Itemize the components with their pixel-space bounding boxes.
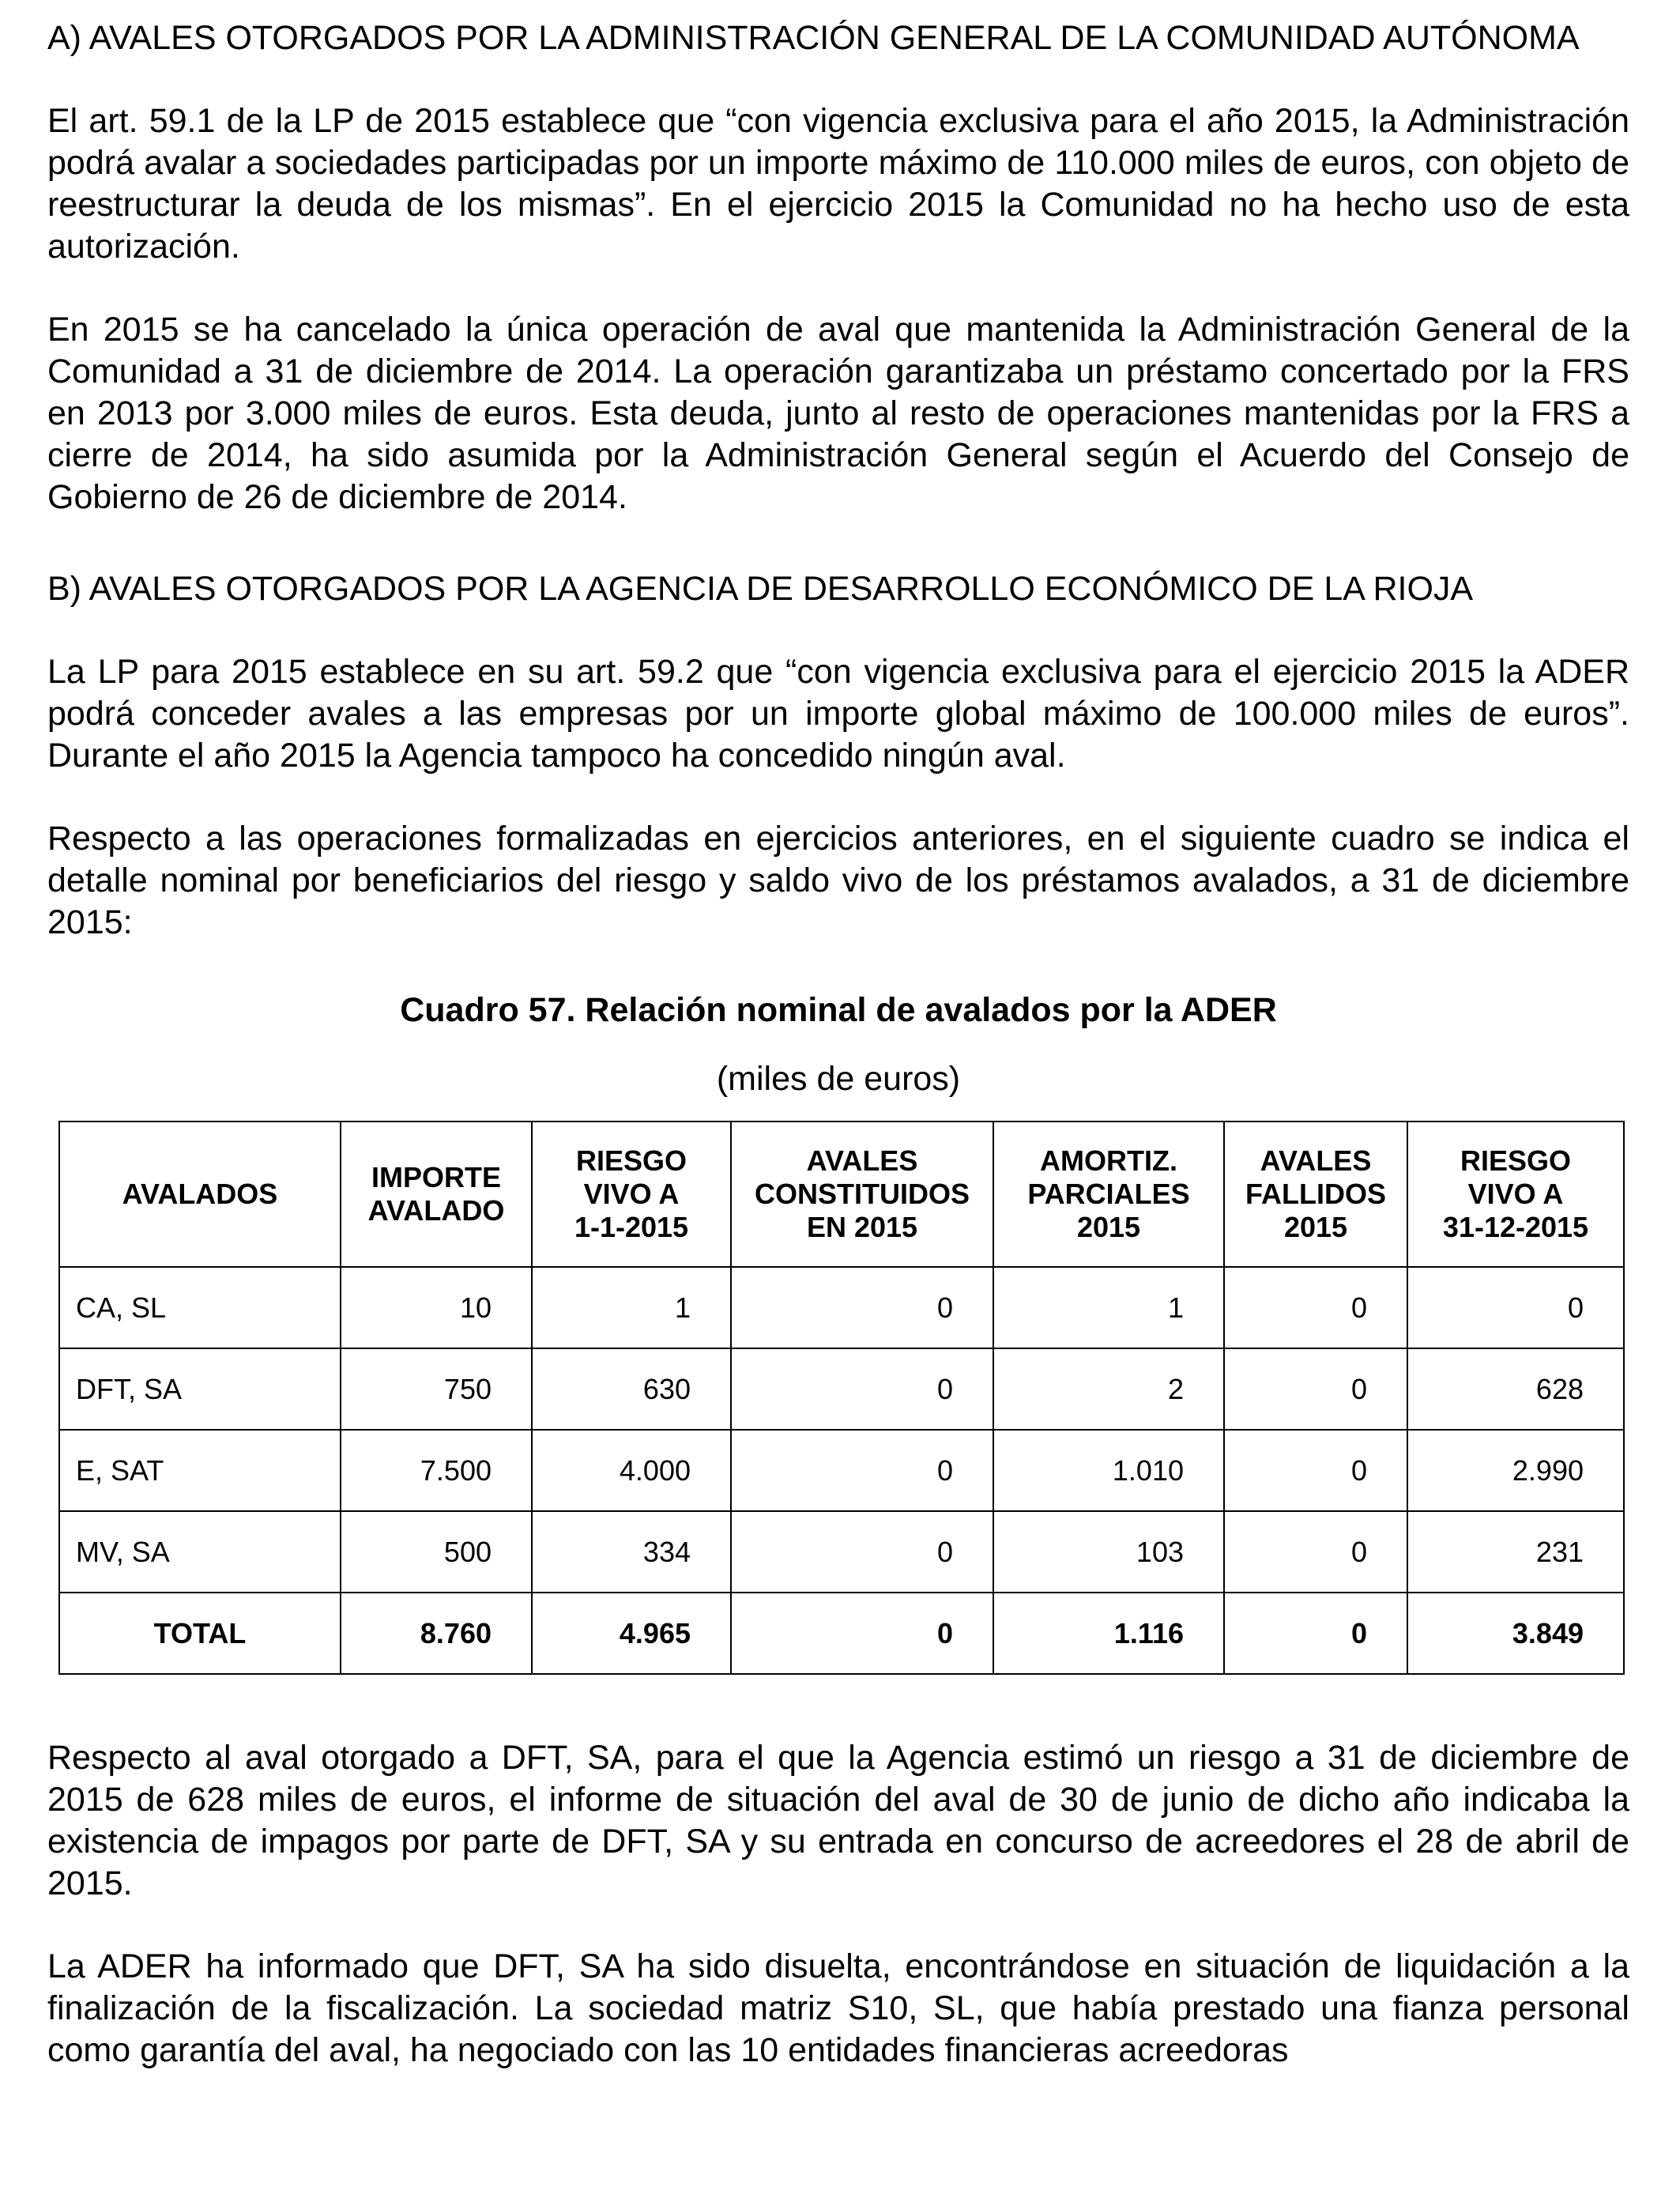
section-a-heading: A) AVALES OTORGADOS POR LA ADMINISTRACIÓN GENERAL DE LA COMUNIDAD AUTÓNOMA <box>47 19 1580 57</box>
header-line: AVALES <box>806 1144 918 1177</box>
cell-riesgo-cierre: 628 <box>1407 1348 1624 1430</box>
header-riesgo-vivo-inicio <box>532 1122 731 1267</box>
cell-amortiz: 2 <box>993 1348 1224 1430</box>
header-line: RIESGO <box>1460 1144 1572 1177</box>
header-line: 31-12-2015 <box>1442 1211 1589 1243</box>
cell-importe: 500 <box>341 1511 532 1593</box>
header-line: IMPORTE <box>371 1161 501 1193</box>
cell-amortiz: 1.010 <box>993 1430 1224 1511</box>
table-header-row <box>59 1122 1624 1267</box>
avalados-table <box>58 1121 1625 1675</box>
cell-riesgo-inicio: 334 <box>532 1511 731 1593</box>
cell-fallidos: 0 <box>1224 1267 1407 1348</box>
header-avales-fallidos <box>1224 1122 1407 1267</box>
cell-total-importe: 8.760 <box>341 1593 532 1674</box>
cell-avalado: CA, SL <box>59 1267 341 1348</box>
header-importe-avalado <box>341 1122 532 1267</box>
cell-riesgo-inicio: 1 <box>532 1267 731 1348</box>
header-line: AVALADO <box>367 1194 505 1227</box>
cell-constituidos: 0 <box>731 1511 993 1593</box>
cell-total-fallidos: 0 <box>1224 1593 1407 1674</box>
cell-total-label: TOTAL <box>59 1593 341 1674</box>
cell-importe: 750 <box>341 1348 532 1430</box>
header-line: AVALES <box>1260 1144 1372 1177</box>
header-riesgo-vivo-cierre <box>1407 1122 1624 1267</box>
section-b-heading: B) AVALES OTORGADOS POR LA AGENCIA DE DESARROLLO ECONÓMICO DE LA RIOJA <box>47 570 1474 608</box>
table-units: (miles de euros) <box>716 1060 961 1098</box>
cell-riesgo-cierre: 231 <box>1407 1511 1624 1593</box>
cell-constituidos: 0 <box>731 1348 993 1430</box>
cell-total-riesgo-cierre: 3.849 <box>1407 1593 1624 1674</box>
closing-paragraph-2: La ADER ha informado que DFT, SA ha sido disuelta, encontrándose en situación de liquidación a la finalización de la fiscalización. La sociedad matriz S10, SL, que había prestado una fianza personal como garantía del aval, ha negociado con las 10 entidades financieras acreedoras <box>47 1947 1629 2069</box>
header-line: RIESGO <box>575 1144 687 1177</box>
cell-riesgo-cierre: 0 <box>1407 1267 1624 1348</box>
header-line: EN 2015 <box>806 1211 918 1243</box>
table-row <box>59 1430 1624 1511</box>
cell-total-amortiz: 1.116 <box>993 1593 1224 1674</box>
section-b-paragraph-2: Respecto a las operaciones formalizadas en ejercicios anteriores, en el siguiente cuadro se indica el detalle nominal por beneficiarios del riesgo y saldo vivo de los préstamos avalados, a 31 de diciembre 2015: <box>47 820 1629 941</box>
cell-riesgo-cierre: 2.990 <box>1407 1430 1624 1511</box>
cell-total-constituidos: 0 <box>731 1593 993 1674</box>
cell-fallidos: 0 <box>1224 1430 1407 1511</box>
header-amortiz-parciales <box>993 1122 1224 1267</box>
table-total-row <box>59 1593 1624 1674</box>
header-line: AMORTIZ. <box>1040 1144 1177 1177</box>
cell-importe: 10 <box>341 1267 532 1348</box>
cell-riesgo-inicio: 4.000 <box>532 1430 731 1511</box>
cell-total-riesgo-inicio: 4.965 <box>532 1593 731 1674</box>
header-line: 1-1-2015 <box>574 1211 689 1243</box>
header-line: FALLIDOS <box>1245 1178 1386 1210</box>
document-page <box>47 17 1629 2071</box>
header-line: 2015 <box>1076 1211 1141 1243</box>
cell-constituidos: 0 <box>731 1267 993 1348</box>
section-a-paragraph-2: En 2015 se ha cancelado la única operación de aval que mantenida la Administración General de la Comunidad a 31 de diciembre de 2014. La operación garantizaba un préstamo concertado por la FRS en 2013 por 3.000 miles de euros. Esta deuda, junto al resto de operaciones mantenidas por la FRS a cierre de 2014, ha sido asumida por la Administración General según el Acuerdo del Consejo de Gobierno de 26 de diciembre de 2014. <box>47 311 1629 516</box>
table-row <box>59 1348 1624 1430</box>
cell-amortiz: 103 <box>993 1511 1224 1593</box>
header-line: CONSTITUIDOS <box>754 1178 970 1210</box>
header-line: PARCIALES <box>1027 1178 1190 1210</box>
section-b-paragraph-1: La LP para 2015 establece en su art. 59.2 que “con vigencia exclusiva para el ejercicio 2015 la ADER podrá conceder avales a las empresas por un importe global máximo de 100.000 miles de euros”. Durante el año 2015 la Agencia tampoco ha concedido ningún aval. <box>47 653 1629 775</box>
cell-avalado: MV, SA <box>59 1511 341 1593</box>
header-avalados <box>59 1122 341 1267</box>
header-line: VIVO A <box>583 1178 680 1210</box>
table-row <box>59 1267 1624 1348</box>
header-line: 2015 <box>1283 1211 1348 1243</box>
cell-constituidos: 0 <box>731 1430 993 1511</box>
cell-fallidos: 0 <box>1224 1511 1407 1593</box>
table-row <box>59 1511 1624 1593</box>
cell-importe: 7.500 <box>341 1430 532 1511</box>
header-line: AVALADOS <box>122 1178 278 1210</box>
header-avales-constituidos <box>731 1122 993 1267</box>
cell-riesgo-inicio: 630 <box>532 1348 731 1430</box>
section-a-paragraph-1: El art. 59.1 de la LP de 2015 establece que “con vigencia exclusiva para el año 2015, la Administración podrá avalar a sociedades participadas por un importe máximo de 110.000 miles de euros, con objeto de reestructurar la deuda de los mismas”. En el ejercicio 2015 la Comunidad no ha hecho uso de esta autorización. <box>47 102 1629 266</box>
header-line: VIVO A <box>1467 1178 1564 1210</box>
cell-fallidos: 0 <box>1224 1348 1407 1430</box>
cell-avalado: DFT, SA <box>59 1348 341 1430</box>
closing-paragraph-1: Respecto al aval otorgado a DFT, SA, para el que la Agencia estimó un riesgo a 31 de diciembre de 2015 de 628 miles de euros, el informe de situación del aval de 30 de junio de dicho año indicaba la existencia de impagos por parte de DFT, SA y su entrada en concurso de acreedores el 28 de abril de 2015. <box>47 1739 1629 1902</box>
table-caption: Cuadro 57. Relación nominal de avalados por la ADER <box>400 991 1277 1029</box>
cell-avalado: E, SAT <box>59 1430 341 1511</box>
cell-amortiz: 1 <box>993 1267 1224 1348</box>
